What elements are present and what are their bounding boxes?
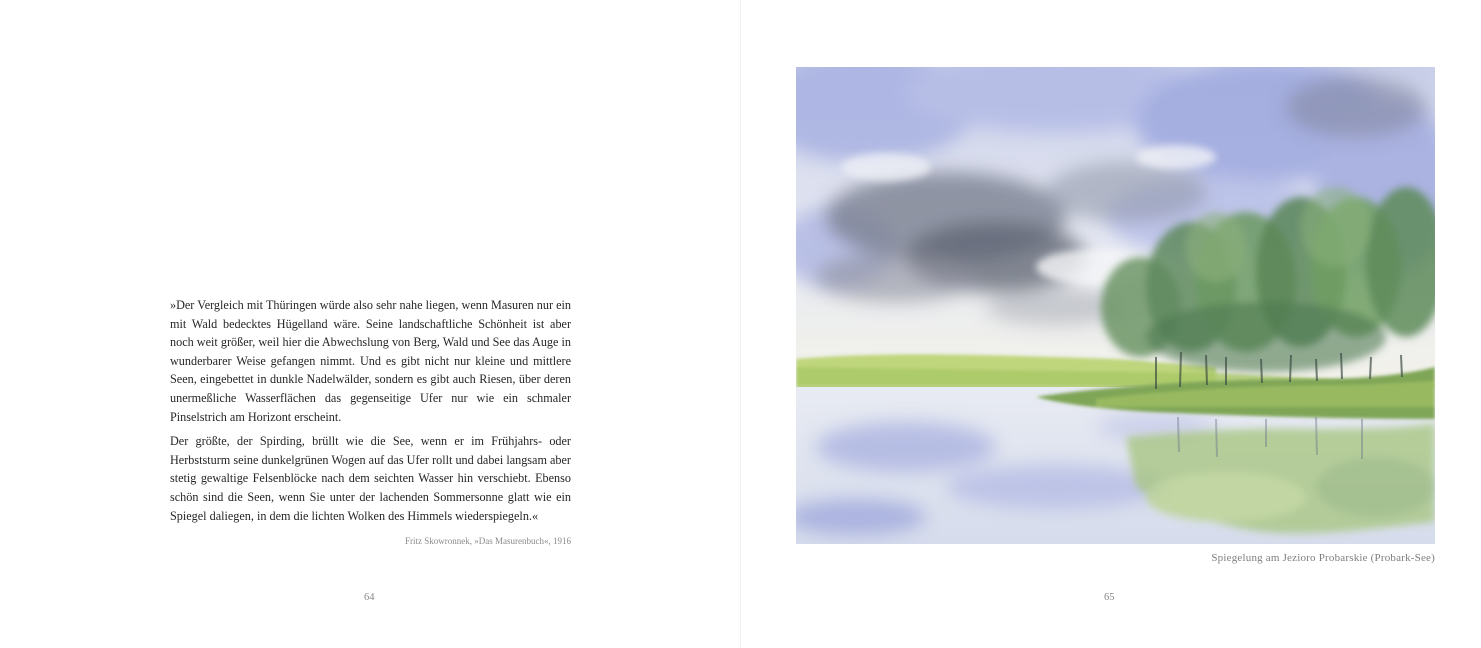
quote-paragraph-2: Der größte, der Spirding, brüllt wie die See, wenn er im Frühjahrs- oder Herbststurm seine dunkelgrünen Wogen auf das Ufer rollt und dabei langsam aber stetig gewaltige Felsenblöcke nach dem seichten Wasser hin verschiebt. Ebenso schön sind die Seen, wenn Sie unter der lachenden Sommersonne glatt wie ein Spiegel daliegen, in dem die lichten Wolken des Himmels wiederspiegeln.«	[170, 434, 571, 523]
painting-caption: Spiegelung am Jezioro Probarskie (Probark-See)	[1211, 552, 1435, 564]
quote-source: Fritz Skowronnek, »Das Masurenbuch«, 1916	[405, 536, 571, 546]
page-gutter	[740, 0, 741, 648]
page-number-left: 64	[364, 592, 375, 603]
page-number-right: 65	[1104, 592, 1115, 603]
quote-paragraph-1: »Der Vergleich mit Thüringen würde also sehr nahe liegen, wenn Masuren nur ein mit Wald bedecktes Hügelland wäre. Seine landschaftliche Schönheit ist aber noch weit größer, weil hier die Abwechslung von Berg, Wald und See das Auge in wunderbarer Weise gefangen nimmt. Und es gibt nicht nur kleine und mittlere Seen, eingebettet in dunkle Nadelwälder, sondern es gibt auch Riesen, über deren unermeßliche Wasserflächen das gegenseitige Ufer nur wie ein schmaler Pinselstrich am Horizont erscheint.	[170, 298, 571, 424]
watercolor-painting	[796, 67, 1435, 544]
quote-text	[170, 296, 571, 525]
